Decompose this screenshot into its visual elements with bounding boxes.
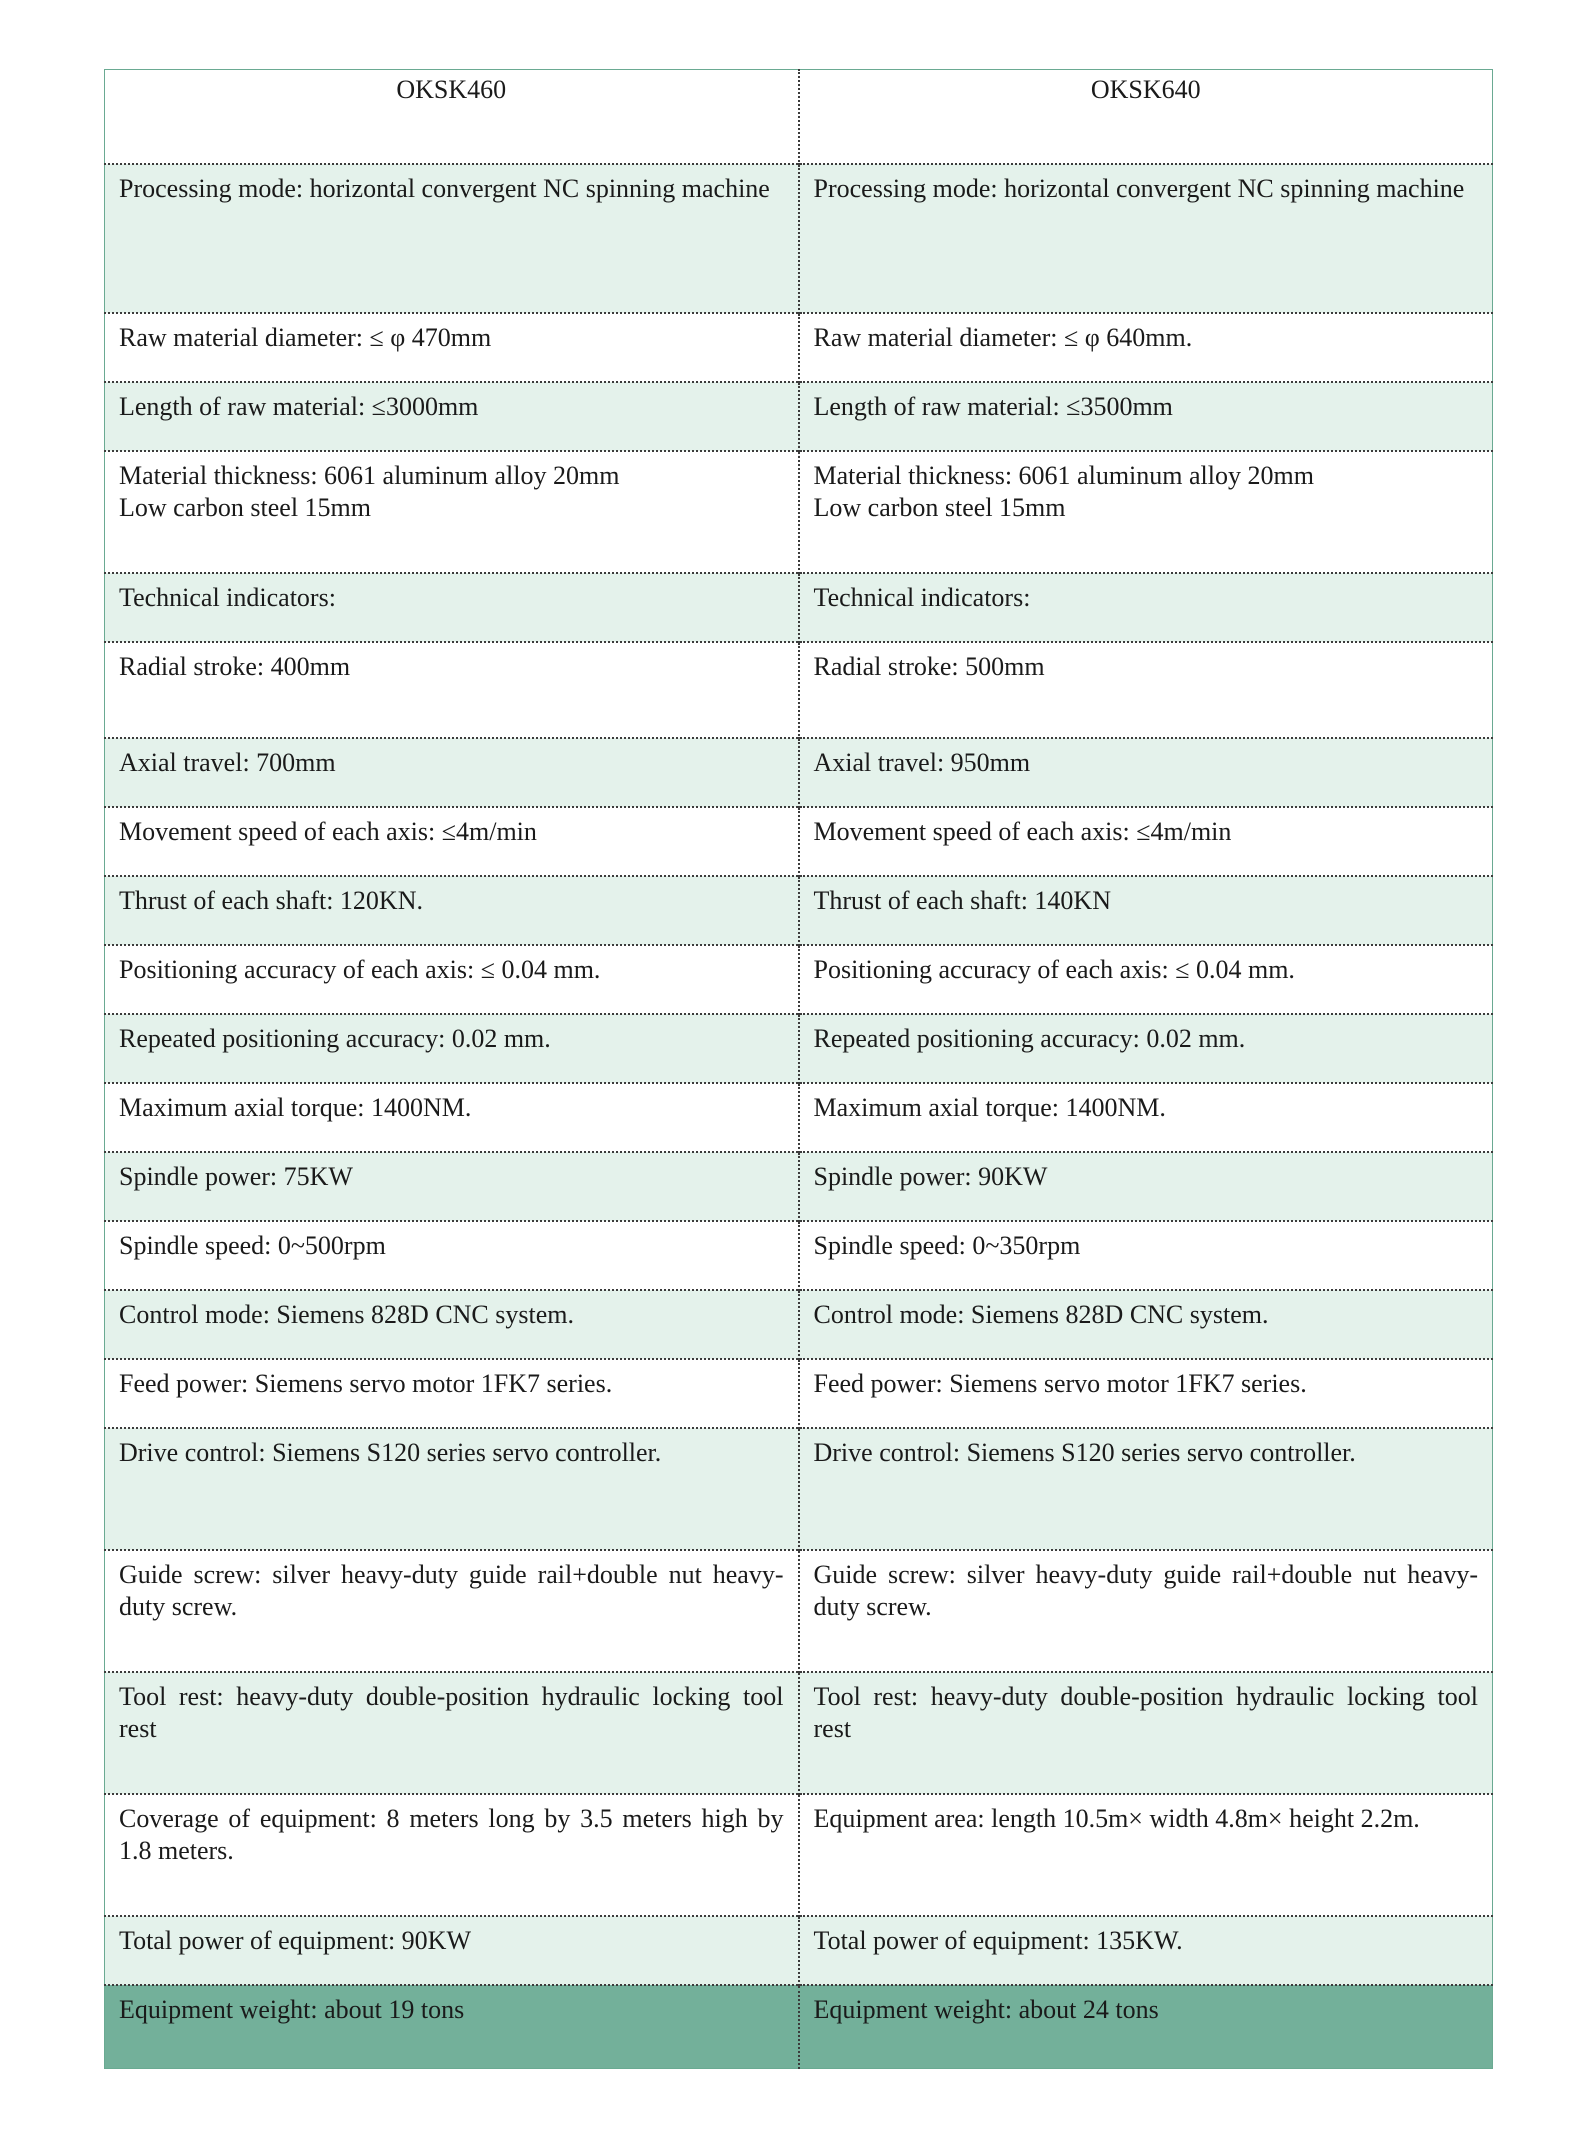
spec-cell-oksk460: Control mode: Siemens 828D CNC system.	[105, 1290, 799, 1359]
spec-cell-oksk640: Drive control: Siemens S120 series servo controller.	[799, 1428, 1493, 1550]
table-row	[105, 1428, 1493, 1550]
spec-cell-oksk640: Spindle power: 90KW	[799, 1152, 1493, 1221]
spec-cell-oksk640: Radial stroke: 500mm	[799, 642, 1493, 738]
spec-cell-oksk640: Axial travel: 950mm	[799, 738, 1493, 807]
spec-cell-oksk640: Maximum axial torque: 1400NM.	[799, 1083, 1493, 1152]
table-row	[105, 1985, 1493, 2069]
spec-cell-oksk640: Positioning accuracy of each axis: ≤ 0.04 mm.	[799, 945, 1493, 1014]
spec-cell-oksk460: Tool rest: heavy-duty double-position hydraulic locking tool rest	[105, 1672, 799, 1794]
table-row	[105, 642, 1493, 738]
spec-cell-oksk640: Feed power: Siemens servo motor 1FK7 series.	[799, 1359, 1493, 1428]
spec-cell-oksk460: Processing mode: horizontal convergent NC spinning machine	[105, 164, 799, 313]
table-row	[105, 1221, 1493, 1290]
spec-cell-oksk460: Movement speed of each axis: ≤4m/min	[105, 807, 799, 876]
table-row	[105, 1550, 1493, 1672]
spec-comparison-table	[104, 69, 1493, 2069]
spec-cell-oksk460: Spindle speed: 0~500rpm	[105, 1221, 799, 1290]
spec-cell-oksk460: Spindle power: 75KW	[105, 1152, 799, 1221]
table-row	[105, 738, 1493, 807]
table-row	[105, 1014, 1493, 1083]
spec-cell-oksk640: Repeated positioning accuracy: 0.02 mm.	[799, 1014, 1493, 1083]
spec-cell-oksk460: Drive control: Siemens S120 series servo controller.	[105, 1428, 799, 1550]
table-row	[105, 876, 1493, 945]
spec-cell-oksk640: Technical indicators:	[799, 573, 1493, 642]
column-header-oksk640: OKSK640	[799, 70, 1493, 164]
spec-line: Material thickness: 6061 aluminum alloy 20mm	[813, 460, 1314, 490]
table-row	[105, 945, 1493, 1014]
spec-cell-oksk460	[105, 451, 799, 573]
spec-cell-oksk460: Raw material diameter: ≤ φ 470mm	[105, 313, 799, 382]
spec-cell-oksk460: Coverage of equipment: 8 meters long by 3.5 meters high by 1.8 meters.	[105, 1794, 799, 1916]
spec-cell-oksk640: Thrust of each shaft: 140KN	[799, 876, 1493, 945]
spec-line: Low carbon steel 15mm	[813, 492, 1066, 522]
table-row	[105, 164, 1493, 313]
spec-line: Low carbon steel 15mm	[119, 492, 371, 522]
table-row	[105, 573, 1493, 642]
spec-cell-oksk640: Processing mode: horizontal convergent NC spinning machine	[799, 164, 1493, 313]
spec-cell-oksk460: Feed power: Siemens servo motor 1FK7 series.	[105, 1359, 799, 1428]
table-row	[105, 1916, 1493, 1985]
table-row	[105, 1290, 1493, 1359]
spec-cell-oksk460: Guide screw: silver heavy-duty guide rail+double nut heavy-duty screw.	[105, 1550, 799, 1672]
spec-cell-oksk640: Guide screw: silver heavy-duty guide rail+double nut heavy-duty screw.	[799, 1550, 1493, 1672]
spec-cell-oksk460: Equipment weight: about 19 tons	[105, 1985, 799, 2069]
spec-cell-oksk460: Positioning accuracy of each axis: ≤ 0.04 mm.	[105, 945, 799, 1014]
table-row	[105, 1152, 1493, 1221]
spec-cell-oksk640: Total power of equipment: 135KW.	[799, 1916, 1493, 1985]
spec-cell-oksk640: Control mode: Siemens 828D CNC system.	[799, 1290, 1493, 1359]
table-header-row	[105, 70, 1493, 164]
table-row	[105, 1794, 1493, 1916]
table-row	[105, 313, 1493, 382]
spec-cell-oksk640: Spindle speed: 0~350rpm	[799, 1221, 1493, 1290]
spec-cell-oksk640: Tool rest: heavy-duty double-position hydraulic locking tool rest	[799, 1672, 1493, 1794]
table-row	[105, 1672, 1493, 1794]
spec-cell-oksk460: Length of raw material: ≤3000mm	[105, 382, 799, 451]
spec-cell-oksk640: Raw material diameter: ≤ φ 640mm.	[799, 313, 1493, 382]
spec-cell-oksk460: Repeated positioning accuracy: 0.02 mm.	[105, 1014, 799, 1083]
table-row	[105, 1083, 1493, 1152]
spec-cell-oksk640: Equipment area: length 10.5m× width 4.8m× height 2.2m.	[799, 1794, 1493, 1916]
spec-line: Material thickness: 6061 aluminum alloy 20mm	[119, 460, 620, 490]
table-row	[105, 1359, 1493, 1428]
spec-cell-oksk460: Radial stroke: 400mm	[105, 642, 799, 738]
table-row	[105, 451, 1493, 573]
spec-cell-oksk460: Total power of equipment: 90KW	[105, 1916, 799, 1985]
spec-cell-oksk640: Equipment weight: about 24 tons	[799, 1985, 1493, 2069]
table-row	[105, 382, 1493, 451]
spec-cell-oksk640	[799, 451, 1493, 573]
table-row	[105, 807, 1493, 876]
spec-cell-oksk460: Thrust of each shaft: 120KN.	[105, 876, 799, 945]
spec-cell-oksk460: Technical indicators:	[105, 573, 799, 642]
spec-cell-oksk460: Maximum axial torque: 1400NM.	[105, 1083, 799, 1152]
column-header-oksk460: OKSK460	[105, 70, 799, 164]
spec-cell-oksk640: Length of raw material: ≤3500mm	[799, 382, 1493, 451]
spec-cell-oksk460: Axial travel: 700mm	[105, 738, 799, 807]
spec-cell-oksk640: Movement speed of each axis: ≤4m/min	[799, 807, 1493, 876]
